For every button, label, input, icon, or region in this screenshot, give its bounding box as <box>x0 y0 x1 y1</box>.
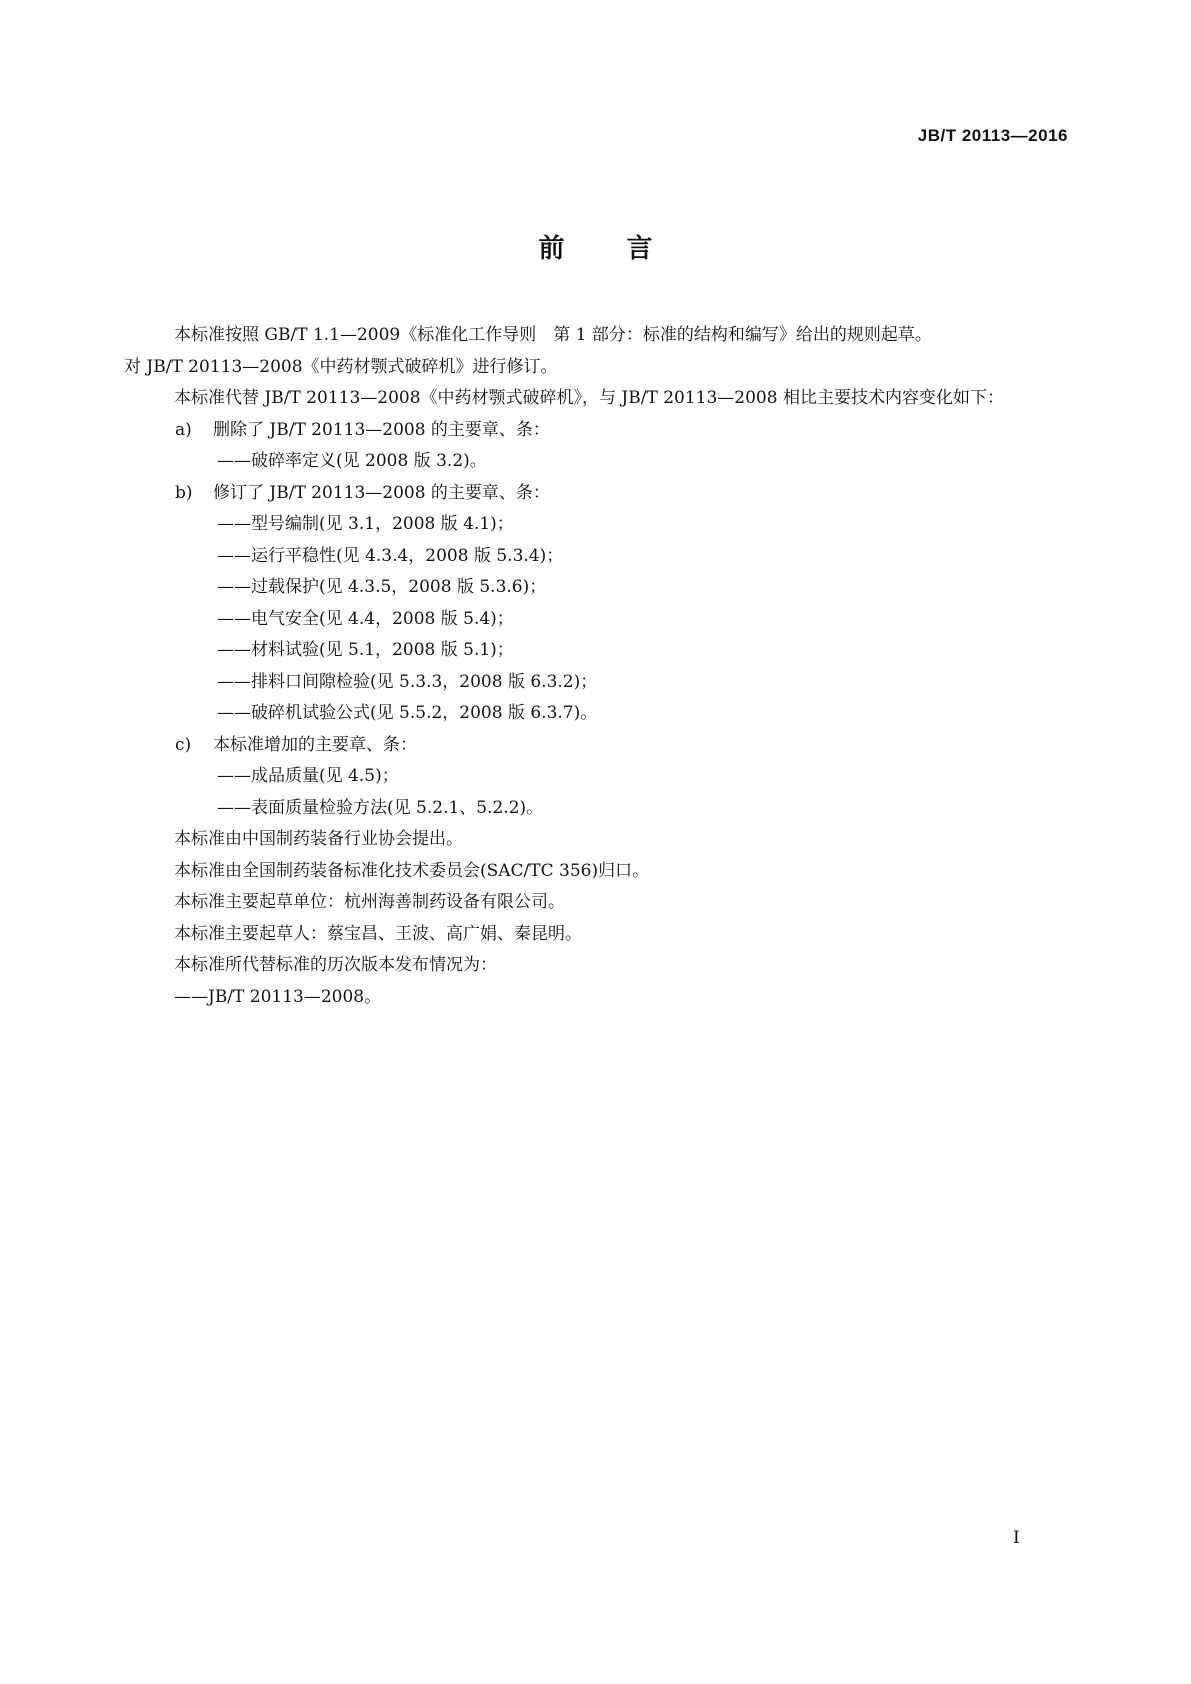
change-item-c <box>124 730 1068 762</box>
change-c-subitem: ——表面质量检验方法(见 5.2.1、5.2.2)。 <box>217 797 544 818</box>
paragraph-drafters: 本标准主要起草人：蔡宝昌、王波、高广娟、秦昆明。 <box>174 923 582 944</box>
paragraph-history-intro: 本标准所代替标准的历次版本发布情况为： <box>174 955 497 975</box>
change-b-subitem: ——运行平稳性(见 4.3.4，2008 版 5.3.4)； <box>217 545 564 566</box>
change-item-a <box>124 415 1068 447</box>
change-text-c: 本标准增加的主要章、条： <box>213 734 417 755</box>
paragraph-drafting-rules: 本标准按照 GB/T 1.1—2009《标准化工作导则 第 1 部分：标准的结构和编写》给出的规则起草。 <box>174 325 932 345</box>
standard-code: JB/T 20113—2016 <box>917 126 1068 145</box>
change-text-a: 删除了 JB/T 20113—2008 的主要章、条： <box>213 419 550 440</box>
change-b-subitem: ——材料试验(见 5.1，2008 版 5.1)； <box>217 640 514 660</box>
change-b-subitem: ——排料口间隙检验(见 5.3.3，2008 版 6.3.2)； <box>217 671 598 692</box>
paragraph-drafting-unit: 本标准主要起草单位：杭州海善制药设备有限公司。 <box>174 892 565 912</box>
page-number: I <box>1013 1528 1020 1548</box>
foreword-body <box>124 320 1068 1013</box>
change-b-subitem: ——破碎机试验公式(见 5.5.2，2008 版 6.3.7)。 <box>217 703 598 723</box>
change-marker-c: c) <box>175 734 192 755</box>
change-marker-a: a) <box>175 419 192 440</box>
paragraph-replacement-note: 本标准代替 JB/T 20113—2008《中药材颚式破碎机》，与 JB/T 20113—2008 相比主要技术内容变化如下： <box>174 388 1004 408</box>
change-b-subitem: ——型号编制(见 3.1，2008 版 4.1)； <box>217 514 514 534</box>
paragraph-proposer: 本标准由中国制药装备行业协会提出。 <box>174 829 463 849</box>
page-title <box>0 228 1191 265</box>
paragraph-committee: 本标准由全国制药装备标准化技术委员会(SAC/TC 356)归口。 <box>174 860 650 881</box>
change-c-subitem: ——成品质量(见 4.5)； <box>217 766 399 786</box>
paragraph-history-item: ——JB/T 20113—2008。 <box>174 986 382 1007</box>
title-char-1: 前 <box>538 234 565 264</box>
change-b-subitem: ——过载保护(见 4.3.5，2008 版 5.3.6)； <box>217 577 547 597</box>
title-char-2: 言 <box>626 234 653 264</box>
change-b-subitem: ——电气安全(见 4.4，2008 版 5.4)； <box>217 608 514 629</box>
change-marker-b: b) <box>175 482 193 503</box>
change-a-subitem: ——破碎率定义(见 2008 版 3.2)。 <box>217 451 487 471</box>
change-text-b: 修订了 JB/T 20113—2008 的主要章、条： <box>213 482 550 503</box>
change-item-b <box>124 478 1068 510</box>
paragraph-revision-note: 对 JB/T 20113—2008《中药材颚式破碎机》进行修订。 <box>124 356 558 377</box>
